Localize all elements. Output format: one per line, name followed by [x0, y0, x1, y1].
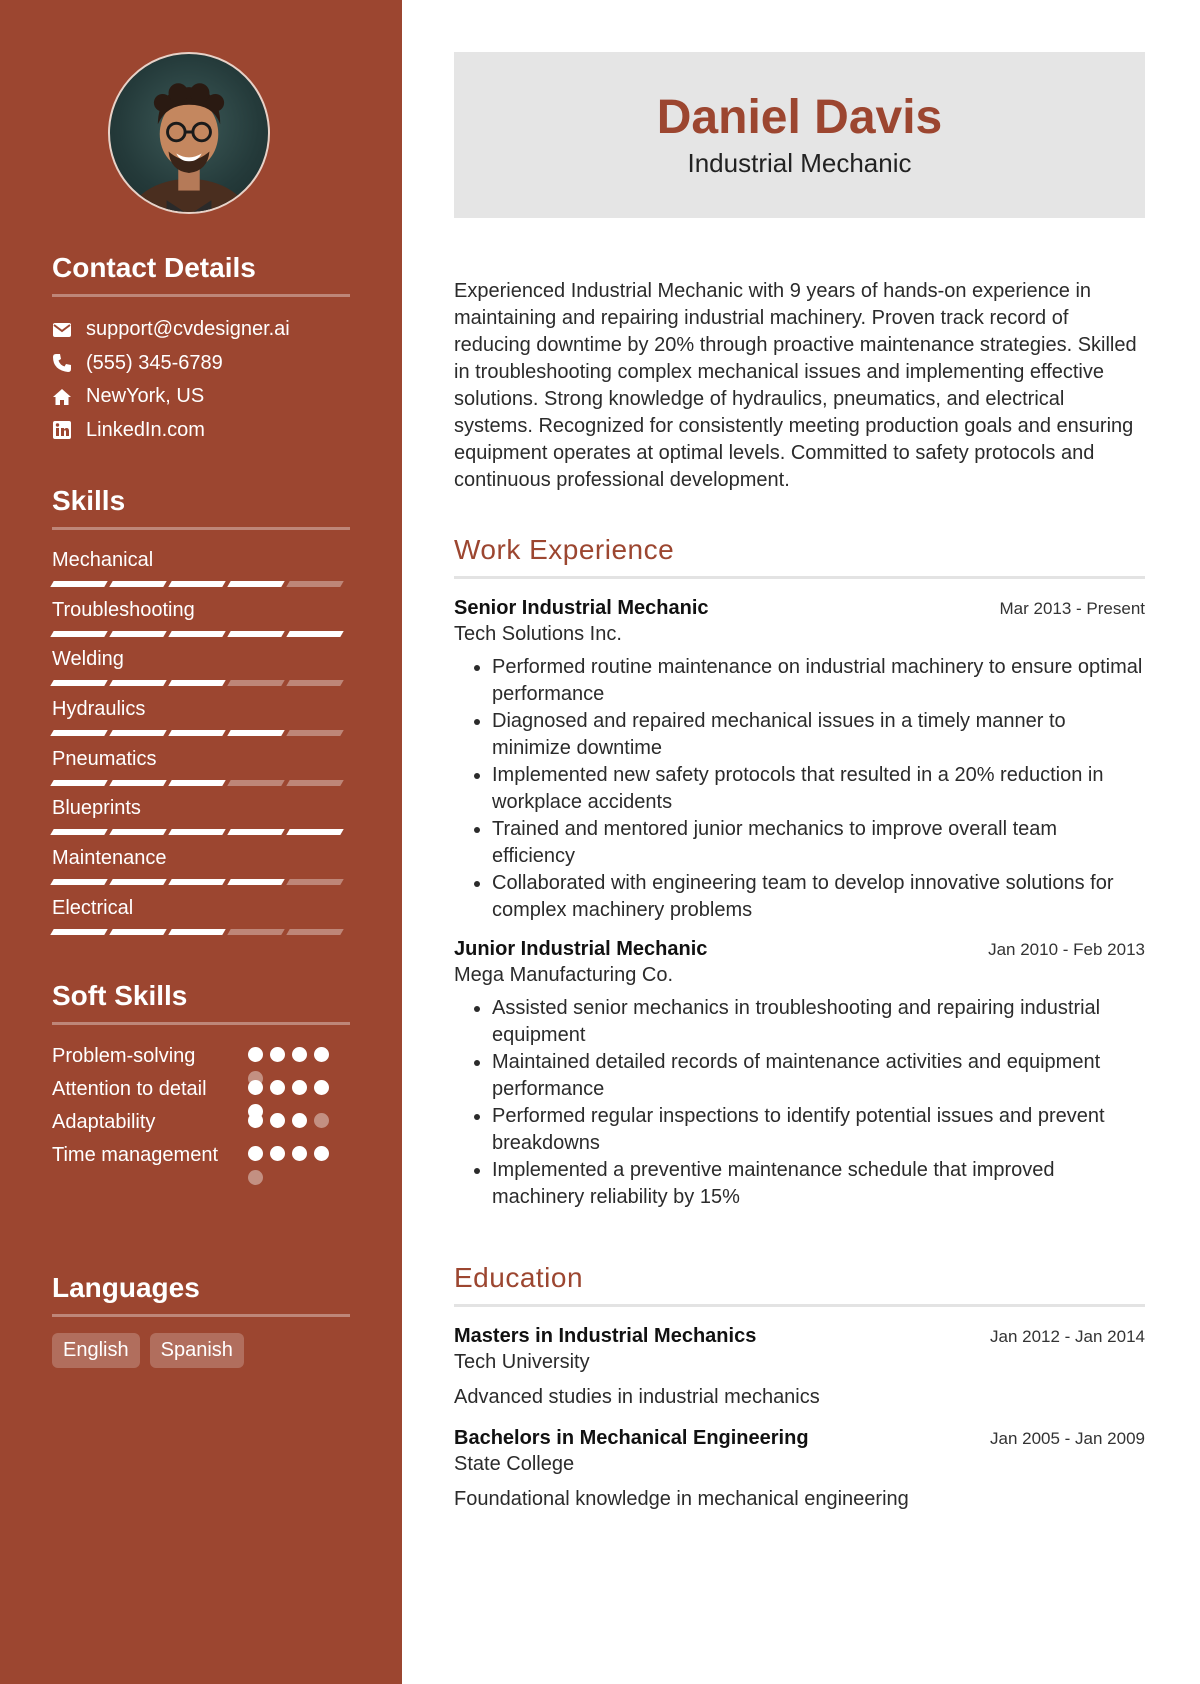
soft-skill-rating	[248, 1113, 332, 1128]
skill-segment-filled	[168, 581, 225, 587]
skill-segment-empty	[286, 929, 343, 935]
skill-item	[52, 796, 350, 846]
skill-segment-empty	[286, 581, 343, 587]
education-dates: Jan 2005 - Jan 2009	[989, 1429, 1145, 1448]
languages-section	[52, 1272, 350, 1368]
sidebar	[0, 0, 402, 1684]
language-tag: English	[52, 1333, 140, 1368]
skill-level-bar	[52, 680, 342, 686]
job-entry	[454, 938, 1145, 1211]
skills-section	[52, 485, 350, 946]
education-school: Tech University	[454, 1351, 590, 1373]
education-entry	[454, 1427, 1145, 1513]
job-bullet: • Implemented new safety protocols that resulted in a 20% reduction in workplace accidents	[492, 762, 1145, 816]
contact-location: NewYork, US	[86, 385, 205, 408]
skill-name: Troubleshooting	[52, 598, 195, 621]
skill-name: Pneumatics	[52, 747, 157, 770]
language-tag: Spanish	[150, 1333, 244, 1368]
job-bullet: • Collaborated with engineering team to develop innovative solutions for complex machinery problems	[492, 870, 1145, 924]
skill-segment-empty	[227, 929, 284, 935]
skill-item	[52, 598, 350, 648]
contact-phone-row[interactable]	[52, 347, 350, 381]
contact-email-row[interactable]	[52, 313, 350, 347]
skill-segment-filled	[109, 780, 166, 786]
skill-segment-filled	[50, 581, 107, 587]
skill-segment-filled	[50, 680, 107, 686]
job-header	[454, 597, 1145, 620]
skill-segment-filled	[109, 730, 166, 736]
job-role: Senior Industrial Mechanic	[454, 597, 709, 619]
skill-segment-empty	[286, 730, 343, 736]
skill-item	[52, 697, 350, 747]
job-bullet: • Trained and mentored junior mechanics to improve overall team efficiency	[492, 816, 1145, 870]
rating-dot-filled	[292, 1047, 307, 1062]
rating-dot-empty	[248, 1170, 263, 1185]
contact-title: Contact Details	[52, 252, 350, 297]
education-title: Education	[454, 1262, 1145, 1307]
job-bullet: • Maintained detailed records of maintenance activities and equipment performance	[492, 1049, 1145, 1103]
rating-dot-filled	[270, 1047, 285, 1062]
skill-segment-filled	[50, 929, 107, 935]
skill-segment-filled	[168, 780, 225, 786]
contact-section	[52, 252, 350, 447]
job-company: Tech Solutions Inc.	[454, 623, 622, 645]
profile-photo	[108, 52, 270, 214]
rating-dot-filled	[270, 1113, 285, 1128]
job-bullet: • Implemented a preventive maintenance schedule that improved machinery reliability by 15%	[492, 1157, 1145, 1211]
rating-dot-filled	[292, 1113, 307, 1128]
soft-skill-item	[52, 1109, 350, 1136]
soft-skill-name: Time management	[52, 1144, 218, 1166]
skill-level-bar	[52, 730, 342, 736]
skill-segment-filled	[168, 929, 225, 935]
rating-dot-filled	[292, 1080, 307, 1095]
job-company: Mega Manufacturing Co.	[454, 964, 674, 986]
skill-segment-empty	[227, 680, 284, 686]
phone-icon	[52, 353, 72, 373]
soft-skill-name: Attention to detail	[52, 1078, 207, 1100]
skill-segment-filled	[286, 829, 343, 835]
soft-skills-title: Soft Skills	[52, 980, 350, 1025]
languages-title: Languages	[52, 1272, 350, 1317]
skill-level-bar	[52, 879, 342, 885]
candidate-title: Industrial Mechanic	[687, 148, 912, 178]
skill-segment-filled	[227, 730, 284, 736]
skill-segment-filled	[109, 829, 166, 835]
education-school: State College	[454, 1453, 575, 1475]
education-entry	[454, 1325, 1145, 1411]
skill-item	[52, 548, 350, 598]
skill-segment-filled	[50, 730, 107, 736]
job-role: Junior Industrial Mechanic	[454, 938, 708, 960]
skill-name: Electrical	[52, 896, 134, 919]
rating-dot-filled	[248, 1047, 263, 1062]
job-bullet: • Performed routine maintenance on industrial machinery to ensure optimal performance	[492, 654, 1145, 708]
job-dates: Jan 2010 - Feb 2013	[988, 940, 1145, 959]
skill-segment-filled	[227, 581, 284, 587]
skill-name: Welding	[52, 648, 124, 671]
education-degree: Masters in Industrial Mechanics	[454, 1325, 757, 1347]
education-description: Foundational knowledge in mechanical engineering	[454, 1488, 909, 1510]
skill-segment-filled	[50, 829, 107, 835]
skill-segment-filled	[50, 631, 107, 637]
soft-skill-name: Adaptability	[52, 1111, 156, 1133]
skill-segment-filled	[109, 631, 166, 637]
skill-name: Mechanical	[52, 549, 154, 571]
rating-dot-empty	[314, 1113, 329, 1128]
skill-level-bar	[52, 581, 342, 587]
education-header	[454, 1325, 1145, 1348]
envelope-icon	[52, 320, 72, 340]
rating-dot-filled	[314, 1047, 329, 1062]
skill-segment-empty	[286, 780, 343, 786]
skill-segment-filled	[109, 680, 166, 686]
skill-segment-filled	[168, 631, 225, 637]
skill-item	[52, 896, 350, 946]
rating-dot-filled	[292, 1146, 307, 1161]
rating-dot-filled	[314, 1080, 329, 1095]
soft-skill-item	[52, 1142, 350, 1169]
skill-segment-filled	[168, 680, 225, 686]
skill-segment-filled	[227, 631, 284, 637]
soft-skill-rating	[248, 1146, 332, 1185]
skill-segment-filled	[286, 631, 343, 637]
education-dates: Jan 2012 - Jan 2014	[989, 1327, 1145, 1346]
skill-item	[52, 846, 350, 896]
contact-linkedin[interactable]: LinkedIn.com	[86, 418, 205, 441]
skill-segment-filled	[109, 879, 166, 885]
education-degree: Bachelors in Mechanical Engineering	[454, 1427, 809, 1449]
soft-skill-item	[52, 1076, 350, 1103]
job-bullet: • Assisted senior mechanics in troubleshooting and repairing industrial equipment	[492, 995, 1145, 1049]
linkedin-icon	[52, 420, 72, 440]
skill-level-bar	[52, 780, 342, 786]
rating-dot-filled	[248, 1113, 263, 1128]
job-entry	[454, 597, 1145, 924]
skill-segment-filled	[168, 879, 225, 885]
rating-dot-filled	[314, 1146, 329, 1161]
skill-segment-filled	[109, 929, 166, 935]
rating-dot-filled	[248, 1146, 263, 1161]
contact-linkedin-row[interactable]	[52, 414, 350, 448]
rating-dot-filled	[248, 1080, 263, 1095]
skill-level-bar	[52, 631, 342, 637]
profile-photo-illustration	[110, 54, 268, 212]
job-bullets	[454, 654, 1145, 924]
skill-item	[52, 747, 350, 797]
soft-skill-item	[52, 1043, 350, 1070]
skill-segment-filled	[50, 780, 107, 786]
skill-name: Blueprints	[52, 797, 141, 820]
rating-dot-filled	[270, 1080, 285, 1095]
soft-skill-name: Problem-solving	[52, 1045, 196, 1067]
education-header	[454, 1427, 1145, 1450]
skill-segment-filled	[168, 829, 225, 835]
job-bullet: • Performed regular inspections to identify potential issues and prevent breakdowns	[492, 1103, 1145, 1157]
summary-text: Experienced Industrial Mechanic with 9 years of hands-on experience in maintaining and repairing industrial machinery. Proven track record of reducing downtime by 20% through proactive maintenance strategies. Skilled in troubleshooting complex mechanical issues and implementing effective solutions. Strong knowledge of hydraulics, pneumatics, and electrical systems. Recognized for consistently meeting production goals and ensuring equipment operates at optimal levels. Committed to safety protocols and continuous professional development.	[454, 280, 1137, 491]
work-experience-title: Work Experience	[454, 534, 1145, 579]
education-description: Advanced studies in industrial mechanics	[454, 1386, 820, 1408]
rating-dot-filled	[270, 1146, 285, 1161]
job-dates: Mar 2013 - Present	[999, 599, 1145, 618]
skill-segment-filled	[227, 879, 284, 885]
job-bullets	[454, 995, 1145, 1211]
job-header	[454, 938, 1145, 961]
skill-segment-filled	[50, 879, 107, 885]
skill-level-bar	[52, 929, 342, 935]
header-box	[454, 52, 1145, 218]
contact-location-row	[52, 380, 350, 414]
skill-segment-filled	[227, 829, 284, 835]
skill-segment-filled	[168, 730, 225, 736]
skill-name: Hydraulics	[52, 698, 146, 721]
skill-segment-empty	[286, 879, 343, 885]
skill-segment-empty	[227, 780, 284, 786]
work-experience-section	[454, 534, 1145, 1211]
skills-title: Skills	[52, 485, 350, 530]
education-section	[454, 1262, 1145, 1513]
skill-segment-empty	[286, 680, 343, 686]
skill-segment-filled	[109, 581, 166, 587]
skill-item	[52, 647, 350, 697]
home-icon	[52, 387, 72, 407]
candidate-name: Daniel Davis	[656, 91, 943, 144]
job-bullet: • Diagnosed and repaired mechanical issues in a timely manner to minimize downtime	[492, 708, 1145, 762]
skill-name: Maintenance	[52, 847, 167, 870]
contact-email[interactable]: support@cvdesigner.ai	[86, 318, 290, 341]
soft-skills-section	[52, 980, 350, 1175]
skill-level-bar	[52, 829, 342, 835]
contact-phone[interactable]: (555) 345-6789	[86, 351, 223, 374]
